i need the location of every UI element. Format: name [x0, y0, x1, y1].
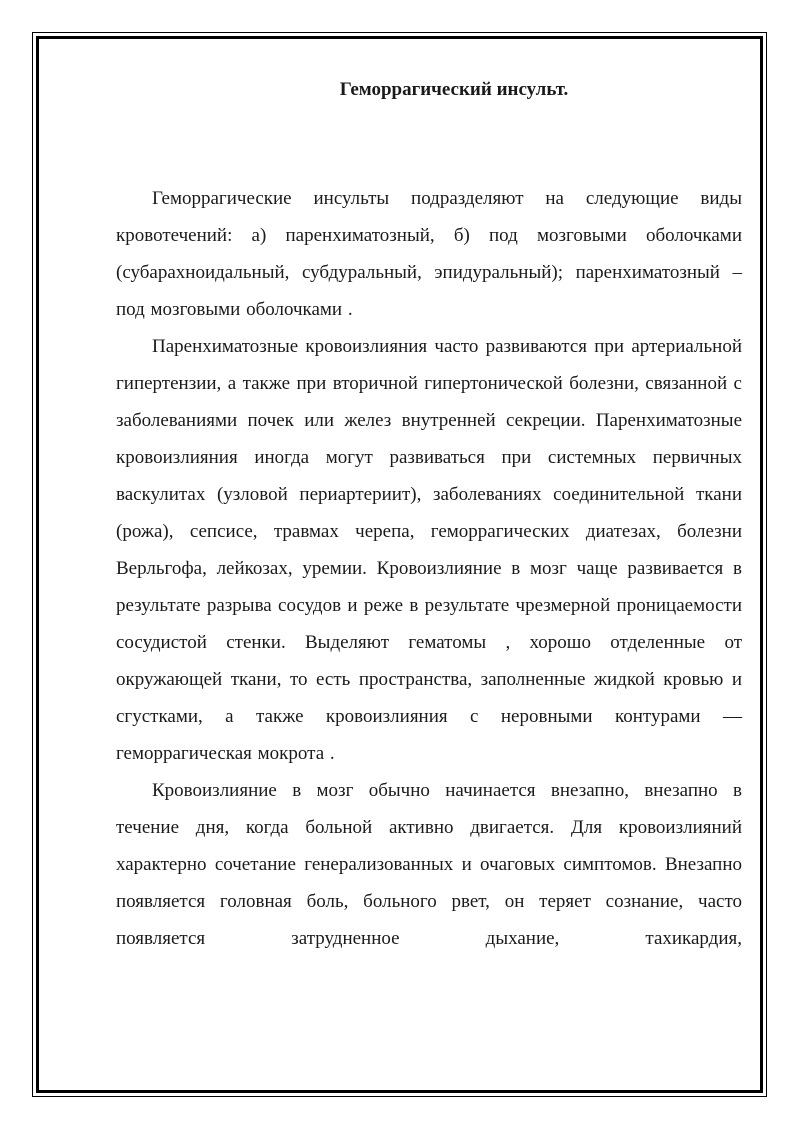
- paragraph: Паренхиматозные кровоизлияния часто развиваются при артериальной гипертензии, а также при вторичной гипертонической болезни, связанной с заболеваниями почек или желез внутренней секреции. Паренхиматозные кровоизлияния иногда могут развиваться при системных первичных васкулитах (узловой периартериит), заболеваниях соединительной ткани (рожа), сепсисе, травмах черепа, геморрагических диатезах, болезни Верльгофа, лейкозах, уремии. Кровоизлияние в мозг чаще развивается в результате разрыва сосудов и реже в результате чрезмерной проницаемости сосудистой стенки. Выделяют гематомы , хорошо отделенные от окружающей ткани, то есть пространства, заполненные жидкой кровью и сгустками, а также кровоизлияния с неровными контурами — геморрагическая мокрота .: [116, 336, 742, 764]
- document-title: Геморрагический инсульт.: [339, 79, 569, 100]
- paragraph: Кровоизлияние в мозг обычно начинается внезапно, внезапно в течение дня, когда больной активно двигается. Для кровоизлияний характерно сочетание генерализованных и очаговых симптомов. Внезапно появляется головная боль, больного рвет, он теряет сознание, часто появляется затрудненное дыхание, тахикардия,: [116, 780, 742, 949]
- paragraph: Геморрагические инсульты подразделяют на следующие виды кровотечений: а) паренхиматозный, б) под мозговыми оболочками (субарахноидальный, субдуральный, эпидуральный); паренхиматозный – под мозговыми оболочками .: [116, 188, 742, 320]
- paragraph-list: [116, 180, 742, 957]
- document-body: [116, 66, 742, 957]
